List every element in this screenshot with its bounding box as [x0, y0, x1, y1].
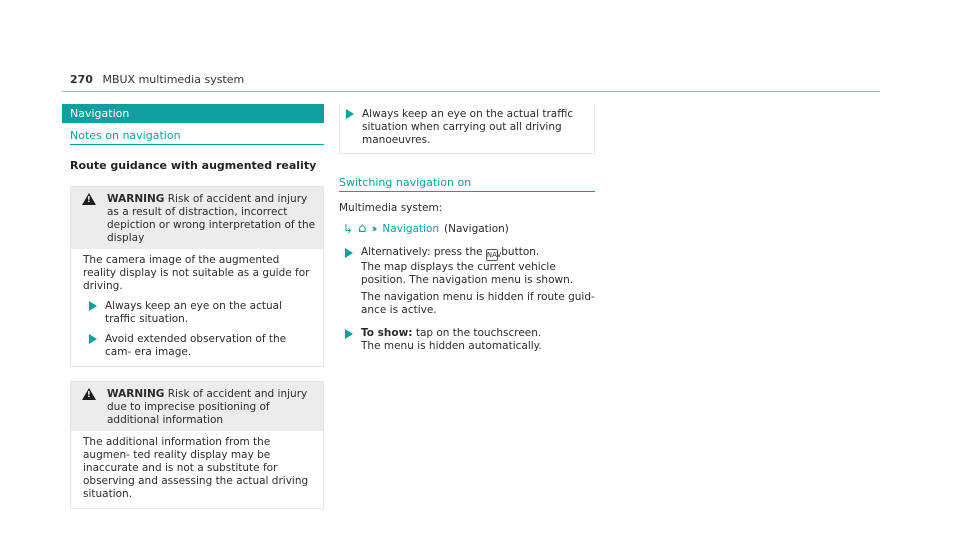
double-chevron-icon: ›› — [371, 222, 375, 235]
section-band: Navigation — [62, 104, 324, 123]
warning-body-text: The camera image of the augmented reality display is not suitable as a guide for driving. — [83, 254, 310, 292]
warning-text: Risk of accident and injury due to imprecise positioning of additional information — [107, 388, 308, 426]
step-label: To show: — [361, 327, 413, 339]
warning-body — [71, 249, 323, 366]
warning-triangle-icon: ! — [82, 193, 96, 205]
warning-continuation — [339, 104, 595, 154]
list-item: Avoid extended observation of the cam- era image. — [83, 333, 315, 359]
bullet-arrow-icon — [345, 329, 353, 339]
left-column — [62, 104, 324, 509]
bullet-arrow-icon — [89, 334, 97, 344]
list-item: Always keep an eye on the actual traffic situation. — [83, 300, 315, 326]
step-note: The navigation menu is hidden if route guid- ance is active. — [361, 291, 595, 316]
warning-text: Risk of accident and injury as a result of distraction, incorrect depiction or wrong interpretation of the display — [107, 193, 316, 244]
intro-text: Multimedia system: — [339, 202, 443, 214]
section-subheading: Switching navigation on — [339, 176, 595, 192]
path-hook-icon: ↳ — [343, 221, 354, 236]
warning-triangle-icon: ! — [82, 388, 96, 400]
warning-body — [71, 431, 323, 508]
step-result: The menu is hidden automatically. — [361, 340, 542, 352]
warning-body-text: The additional information from the augmen- ted reality display may be inaccurate and is not a substitute for observing and assessing the actual driving situation. — [83, 436, 309, 500]
header-title: MBUX multimedia system — [102, 73, 245, 86]
list-item: Alternatively: press the NAV button. The map displays the current vehicle position. The navigation menu is shown. The navigation menu is hidden if route guid- ance is active. — [339, 246, 595, 317]
nav-button-icon: NAV — [486, 251, 502, 259]
step-result: The map displays the current vehicle position. The navigation menu is shown. — [361, 261, 574, 286]
path-link: Navigation — [382, 222, 440, 235]
warning-box-2 — [70, 381, 324, 509]
warning-header — [71, 187, 323, 249]
bullet-arrow-icon — [346, 109, 354, 119]
path-text: (Navigation) — [444, 222, 509, 235]
bullet-arrow-icon — [345, 248, 353, 258]
warning-header — [71, 382, 323, 431]
list-item: Always keep an eye on the actual traffic situation when carrying out all driving manoeuvres. — [340, 108, 586, 147]
home-icon: ⌂ — [358, 221, 367, 236]
page-header — [70, 73, 244, 86]
warning-title: WARNING — [107, 193, 165, 205]
menu-path — [343, 221, 595, 236]
header-rule — [62, 91, 880, 92]
warning-title: WARNING — [107, 388, 165, 400]
bullet-arrow-icon — [89, 301, 97, 311]
section-subheading: Notes on navigation — [70, 129, 324, 145]
warning-box-1 — [70, 186, 324, 367]
page-number: 270 — [70, 73, 93, 86]
topic-heading: Route guidance with augmented reality — [70, 159, 317, 172]
right-column — [339, 104, 595, 353]
list-item: To show: tap on the touchscreen. The menu is hidden automatically. — [339, 327, 595, 353]
